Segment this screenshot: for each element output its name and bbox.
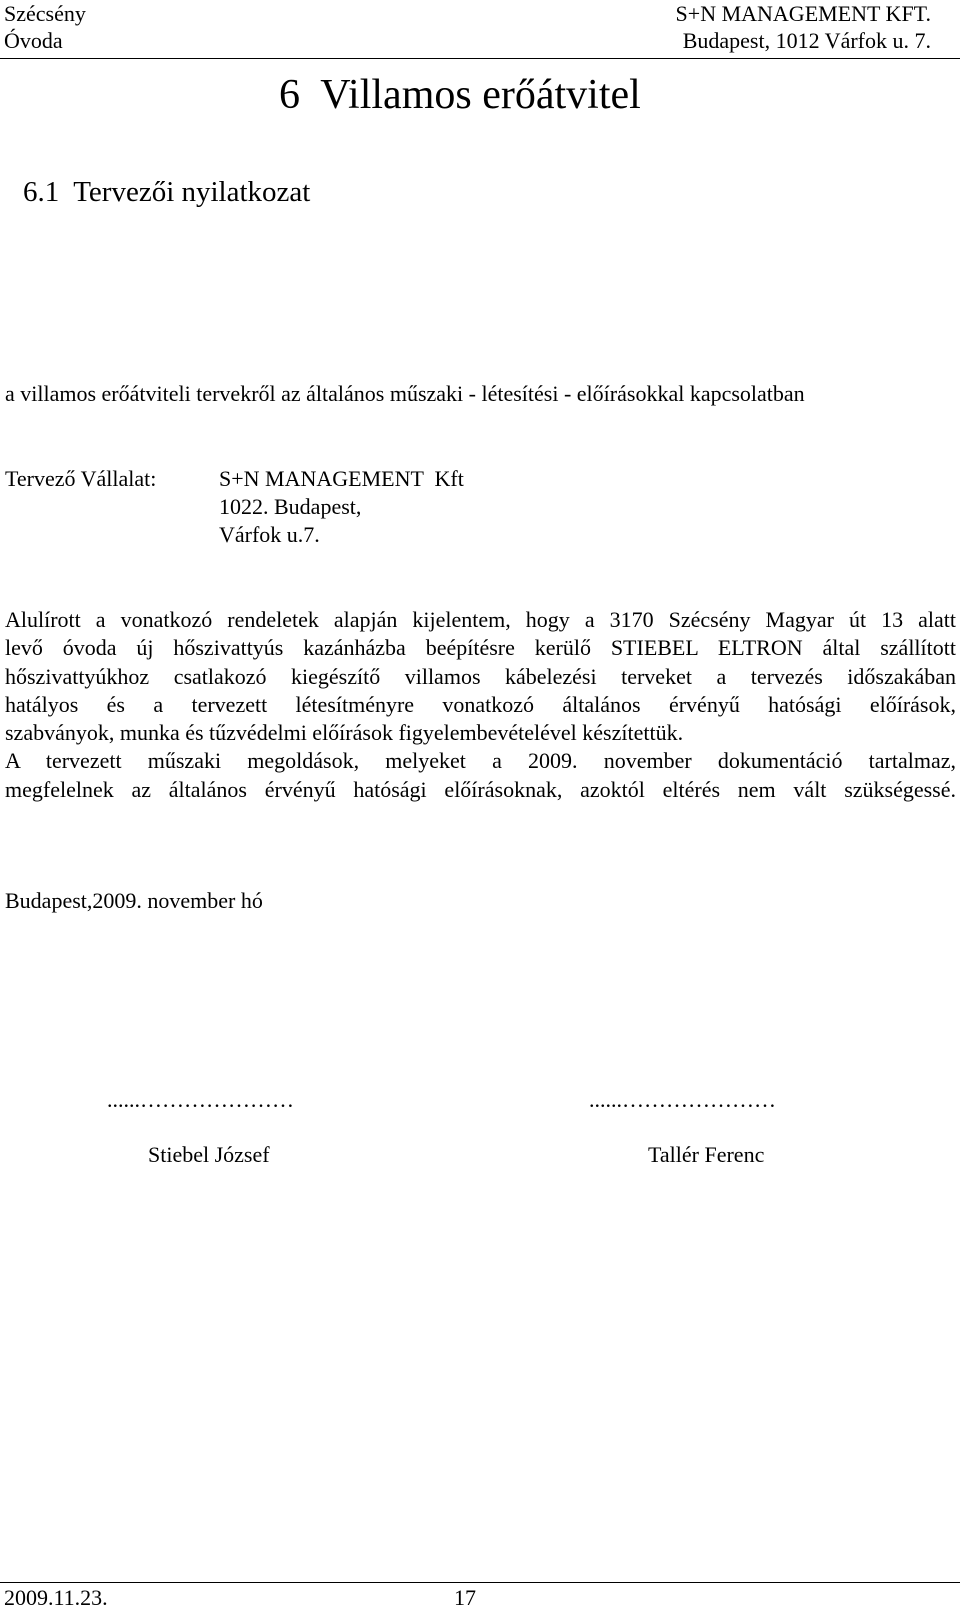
signature-name-right: Tallér Ferenc <box>648 1142 765 1167</box>
designer-company: S+N MANAGEMENT Kft <box>219 466 464 491</box>
declaration-line: A tervezett műszaki megoldások, melyeket a 2009. november dokumentáció tartalmaz, <box>5 748 956 774</box>
footer-date: 2009.11.23. <box>4 1585 108 1610</box>
declaration-line: hőszivattyúkhoz csatlakozó kiegészítő villamos kábelezési terveket a tervezés időszakában <box>5 663 956 689</box>
page-number: 17 <box>454 1585 476 1610</box>
signature-line-left: ......………………… <box>107 1087 294 1112</box>
footer-divider <box>0 1582 960 1583</box>
header-right-line2: Budapest, 1012 Várfok u. 7. <box>682 28 931 53</box>
section-title: 6.1 Tervezői nyilatkozat <box>23 176 311 208</box>
designer-label: Tervező Vállalat: <box>5 466 157 491</box>
header-left-line2: Óvoda <box>4 28 63 53</box>
chapter-title: 6 Villamos erőátvitel <box>279 72 641 118</box>
declaration-line: megfelelnek az általános érvényű hatósági előírásoknak, azoktól eltérés nem vált szükségessé. <box>5 776 956 802</box>
header-left-line1: Szécsény <box>4 1 86 26</box>
declaration-line: Alulírott a vonatkozó rendeletek alapján kijelentem, hogy a 3170 Szécsény Magyar út 13 alatt <box>5 607 956 632</box>
signature-line-right: ......………………… <box>589 1087 776 1112</box>
place-date: Budapest,2009. november hó <box>5 888 263 913</box>
designer-address-line1: 1022. Budapest, <box>219 494 362 519</box>
declaration-line: hatályos és a tervezett létesítményre vonatkozó általános érvényű hatósági előírások, <box>5 691 956 717</box>
declaration-paragraph <box>5 606 956 804</box>
header-right-line1: S+N MANAGEMENT KFT. <box>675 1 931 26</box>
intro-text: a villamos erőátviteli tervekről az általános műszaki - létesítési - előírásokkal kapcsolatban <box>5 381 805 406</box>
designer-address-line2: Várfok u.7. <box>219 522 320 547</box>
declaration-line: szabványok, munka és tűzvédelmi előírások figyelembevételével készítettük. <box>5 720 684 746</box>
declaration-line: levő óvoda új hőszivattyús kazánházba beépítésre kerülő STIEBEL ELTRON által szállított <box>5 635 956 661</box>
signature-name-left: Stiebel József <box>148 1142 270 1167</box>
header-divider <box>0 58 960 59</box>
